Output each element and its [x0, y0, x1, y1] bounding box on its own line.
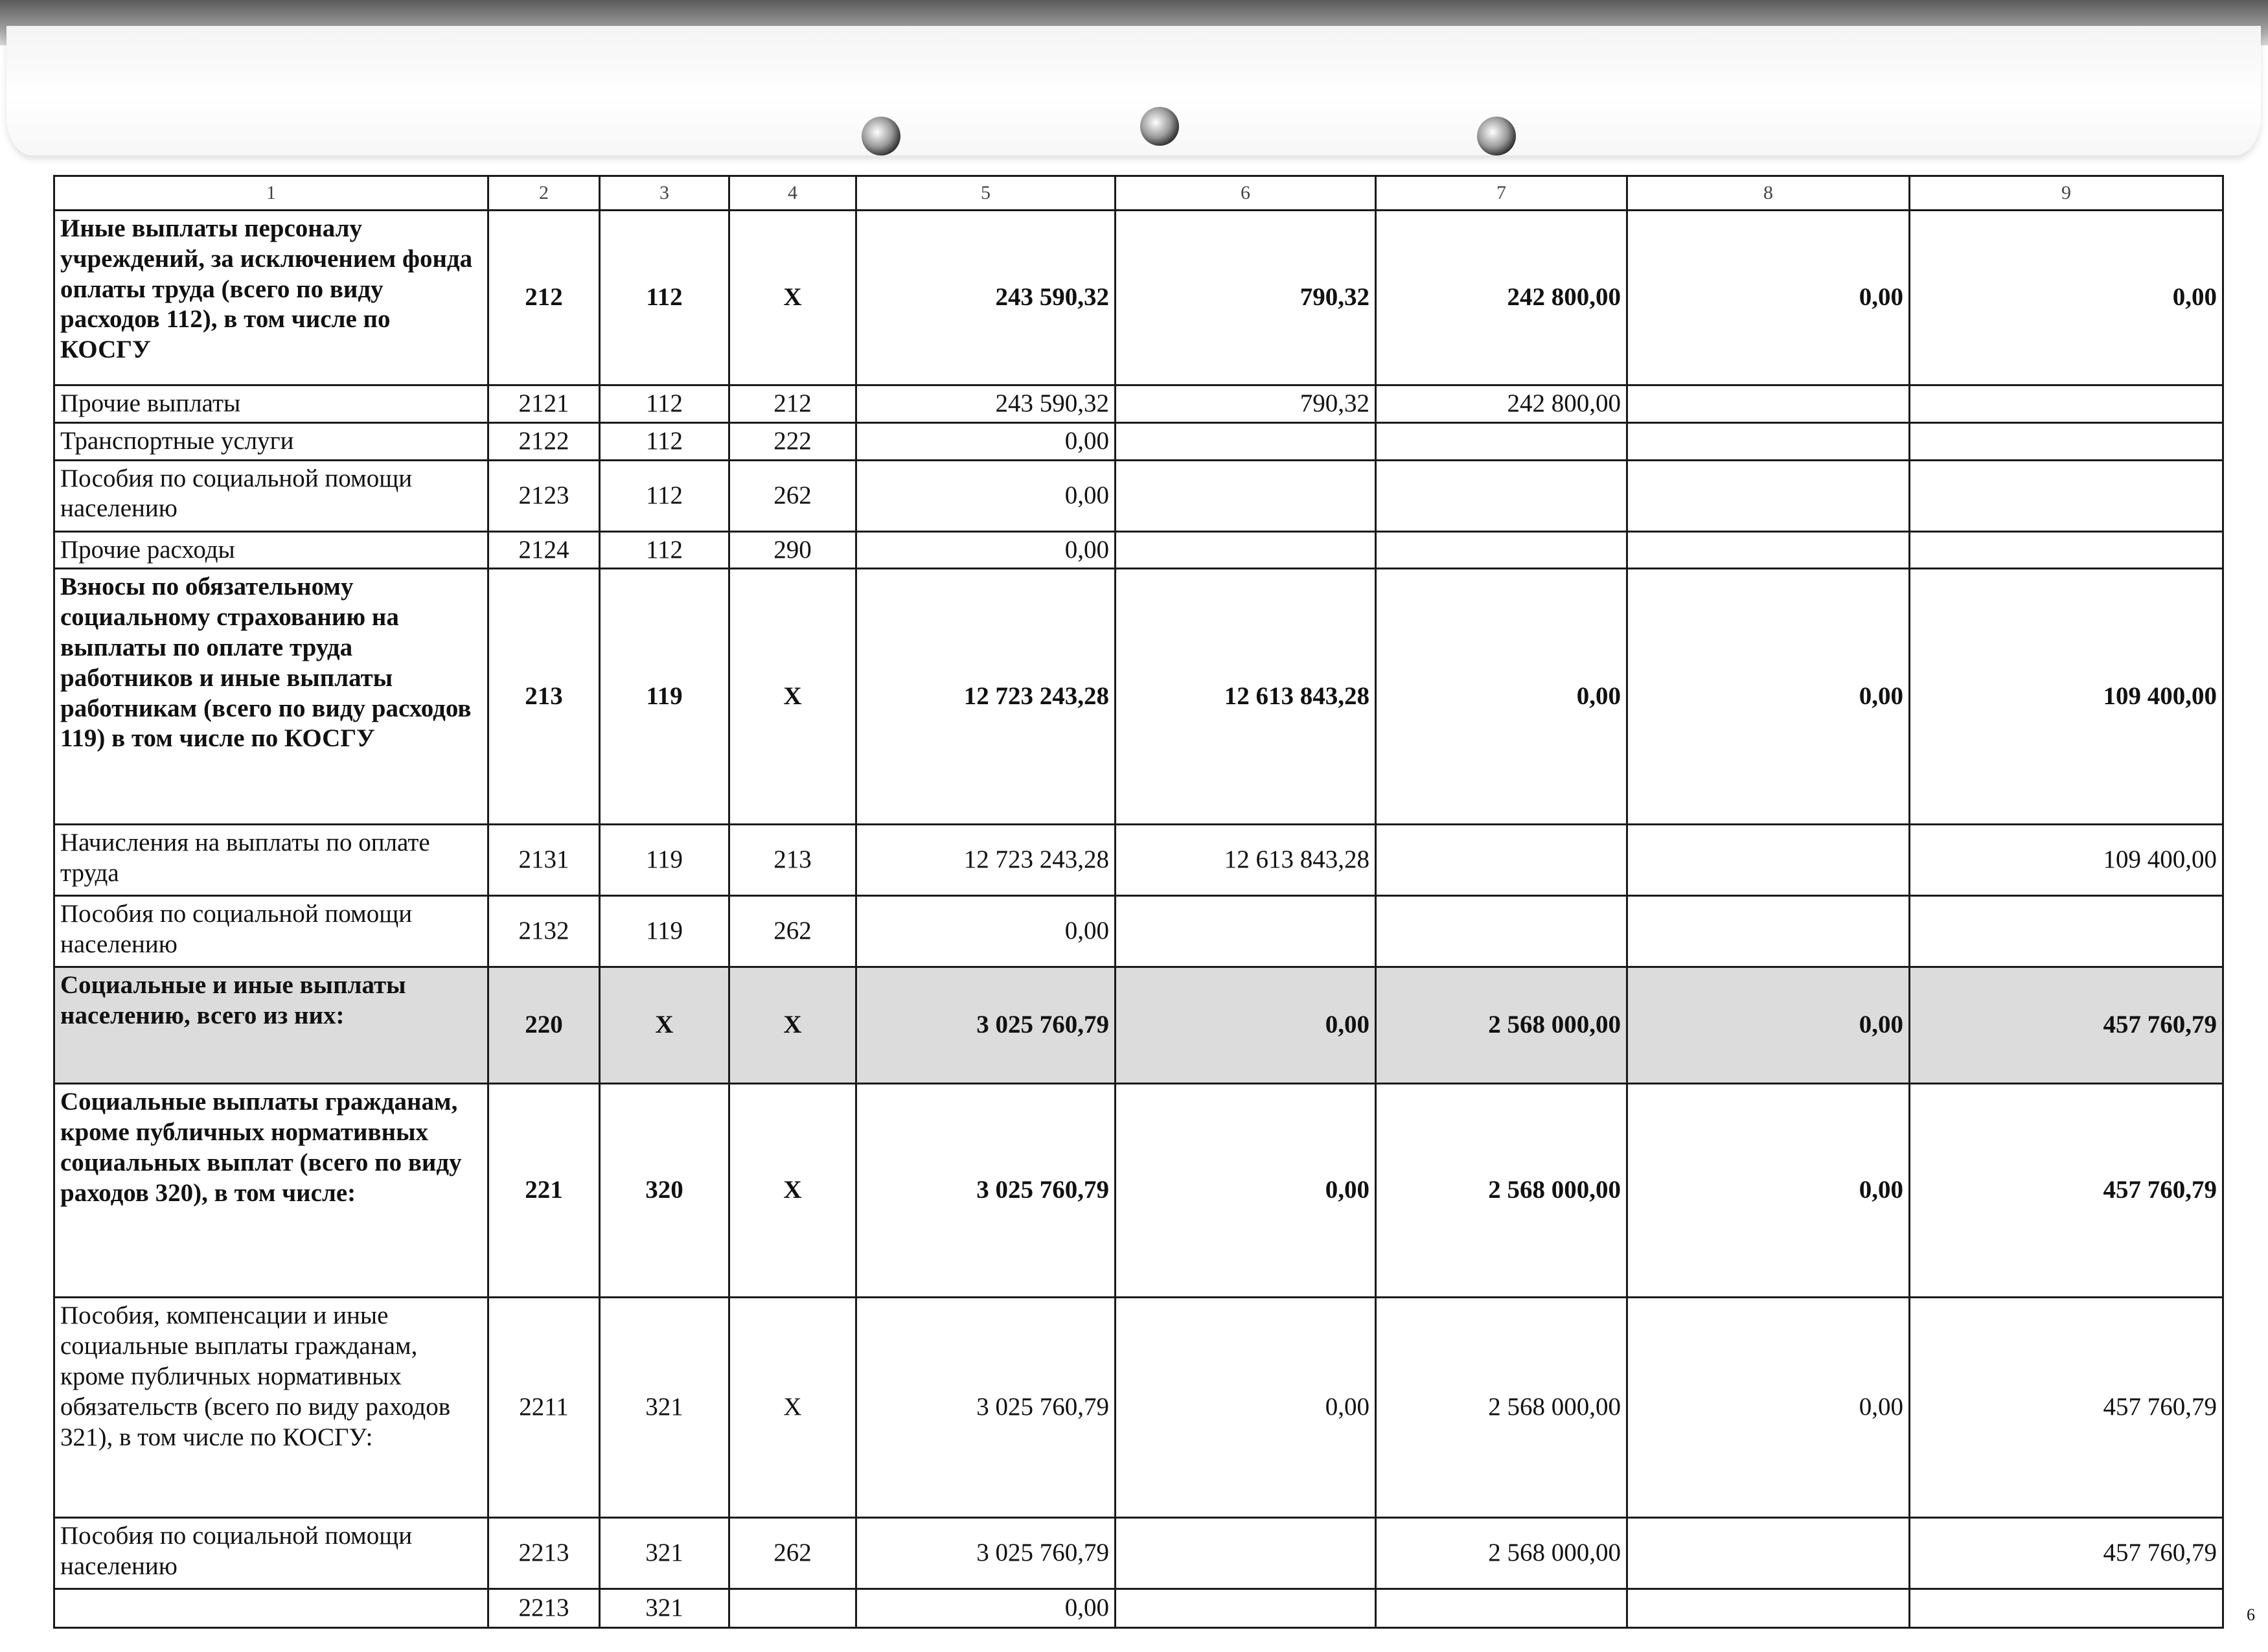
- row-name: Пособия, компенсации и иные социальные выплаты гражданам, кроме публичных нормативных обязательств (всего по виду раходов 321), в том числе по КОСГУ:: [54, 1298, 488, 1518]
- row-name: Социальные выплаты гражданам, кроме публичных нормативных социальных выплат (всего по виду раходов 320), в том числе:: [54, 1084, 488, 1298]
- total-amount: 0,00: [856, 422, 1116, 460]
- row-name: Социальные и иные выплаты населению, всего из них:: [54, 967, 488, 1084]
- amount-col-6: [1116, 531, 1376, 569]
- kosgu-code: X: [729, 569, 856, 825]
- amount-col-8: [1627, 460, 1910, 531]
- table-row: [54, 1518, 2223, 1589]
- amount-col-6: 0,00: [1116, 967, 1376, 1084]
- amount-col-9: 0,00: [1910, 211, 2223, 385]
- table-row: [54, 1084, 2223, 1298]
- kosgu-code: X: [729, 211, 856, 385]
- amount-col-8: 0,00: [1627, 1298, 1910, 1518]
- amount-col-9: 457 760,79: [1910, 967, 2223, 1084]
- amount-col-9: 109 400,00: [1910, 569, 2223, 825]
- row-name: Начисления на выплаты по оплате труда: [54, 825, 488, 896]
- amount-col-7: [1376, 1589, 1627, 1628]
- column-number: 3: [600, 176, 729, 211]
- column-number: 7: [1376, 176, 1627, 211]
- expense-type-code: 112: [600, 211, 729, 385]
- total-amount: 0,00: [856, 896, 1116, 967]
- row-name: Пособия по социальной помощи населению: [54, 1518, 488, 1589]
- amount-col-7: 242 800,00: [1376, 385, 1627, 423]
- amount-col-9: [1910, 422, 2223, 460]
- kosgu-code: 222: [729, 422, 856, 460]
- row-code: 212: [488, 211, 600, 385]
- amount-col-7: [1376, 460, 1627, 531]
- total-amount: 243 590,32: [856, 211, 1116, 385]
- expense-type-code: 119: [600, 825, 729, 896]
- kosgu-code: X: [729, 1084, 856, 1298]
- amount-col-6: 0,00: [1116, 1084, 1376, 1298]
- row-code: 2131: [488, 825, 600, 896]
- expense-type-code: X: [600, 967, 729, 1084]
- amount-col-6: 790,32: [1116, 385, 1376, 423]
- page-number: 6: [2247, 1605, 2255, 1624]
- row-name: Прочие расходы: [54, 531, 488, 569]
- column-number: 6: [1116, 176, 1376, 211]
- column-number: 9: [1910, 176, 2223, 211]
- column-number: 4: [729, 176, 856, 211]
- amount-col-7: 2 568 000,00: [1376, 1518, 1627, 1589]
- amount-col-7: 0,00: [1376, 569, 1627, 825]
- kosgu-code: X: [729, 1298, 856, 1518]
- row-code: 2211: [488, 1298, 600, 1518]
- total-amount: 3 025 760,79: [856, 1084, 1116, 1298]
- amount-col-9: 457 760,79: [1910, 1084, 2223, 1298]
- amount-col-7: 242 800,00: [1376, 211, 1627, 385]
- column-number-row: [54, 176, 2223, 211]
- kosgu-code: 212: [729, 385, 856, 423]
- amount-col-6: 12 613 843,28: [1116, 825, 1376, 896]
- paper-fold: [6, 26, 2261, 155]
- amount-col-8: [1627, 385, 1910, 423]
- row-name: Иные выплаты персоналу учреждений, за исключением фонда оплаты труда (всего по виду расходов 112), в том числе по КОСГУ: [54, 211, 488, 385]
- amount-col-7: 2 568 000,00: [1376, 967, 1627, 1084]
- total-amount: 0,00: [856, 460, 1116, 531]
- row-name: Взносы по обязательному социальному страхованию на выплаты по оплате труда работников и иные выплаты работникам (всего по виду расходов 119) в том числе по КОСГУ: [54, 569, 488, 825]
- amount-col-9: [1910, 1589, 2223, 1628]
- amount-col-6: 790,32: [1116, 211, 1376, 385]
- total-amount: 3 025 760,79: [856, 967, 1116, 1084]
- amount-col-6: [1116, 896, 1376, 967]
- binder-ring-left: [862, 117, 900, 155]
- row-code: 2123: [488, 460, 600, 531]
- row-code: 2124: [488, 531, 600, 569]
- expense-type-code: 112: [600, 385, 729, 423]
- total-amount: 3 025 760,79: [856, 1518, 1116, 1589]
- total-amount: 12 723 243,28: [856, 569, 1116, 825]
- kosgu-code: 262: [729, 460, 856, 531]
- table-row: [54, 825, 2223, 896]
- row-code: 213: [488, 569, 600, 825]
- expense-type-code: 112: [600, 531, 729, 569]
- table-row: [54, 460, 2223, 531]
- total-amount: 0,00: [856, 1589, 1116, 1628]
- total-amount: 12 723 243,28: [856, 825, 1116, 896]
- amount-col-9: [1910, 385, 2223, 423]
- total-amount: 0,00: [856, 531, 1116, 569]
- row-code: 2213: [488, 1589, 600, 1628]
- kosgu-code: 262: [729, 896, 856, 967]
- expense-type-code: 112: [600, 460, 729, 531]
- amount-col-8: 0,00: [1627, 569, 1910, 825]
- kosgu-code: [729, 1589, 856, 1628]
- row-name: [54, 1589, 488, 1628]
- binder-ring-middle: [1140, 107, 1179, 146]
- amount-col-9: [1910, 460, 2223, 531]
- amount-col-8: [1627, 531, 1910, 569]
- amount-col-6: [1116, 422, 1376, 460]
- row-code: 220: [488, 967, 600, 1084]
- amount-col-6: 0,00: [1116, 1298, 1376, 1518]
- expense-type-code: 112: [600, 422, 729, 460]
- amount-col-8: 0,00: [1627, 967, 1910, 1084]
- amount-col-9: [1910, 531, 2223, 569]
- expense-type-code: 320: [600, 1084, 729, 1298]
- column-number: 2: [488, 176, 600, 211]
- total-amount: 3 025 760,79: [856, 1298, 1116, 1518]
- amount-col-7: 2 568 000,00: [1376, 1298, 1627, 1518]
- expense-type-code: 119: [600, 569, 729, 825]
- row-name: Пособия по социальной помощи населению: [54, 896, 488, 967]
- amount-col-8: [1627, 1518, 1910, 1589]
- table-row: [54, 1589, 2223, 1628]
- kosgu-code: 213: [729, 825, 856, 896]
- amount-col-9: 457 760,79: [1910, 1298, 2223, 1518]
- binder-ring-right: [1477, 117, 1516, 155]
- row-code: 2121: [488, 385, 600, 423]
- amount-col-8: [1627, 422, 1910, 460]
- amount-col-9: [1910, 896, 2223, 967]
- amount-col-7: [1376, 422, 1627, 460]
- row-code: 2213: [488, 1518, 600, 1589]
- table-body: [54, 211, 2223, 1628]
- table-row: [54, 211, 2223, 385]
- kosgu-code: X: [729, 967, 856, 1084]
- row-code: 2122: [488, 422, 600, 460]
- amount-col-8: [1627, 825, 1910, 896]
- column-number: 8: [1627, 176, 1910, 211]
- table-row: [54, 385, 2223, 423]
- amount-col-8: [1627, 896, 1910, 967]
- kosgu-code: 262: [729, 1518, 856, 1589]
- column-number: 1: [54, 176, 488, 211]
- amount-col-6: [1116, 1518, 1376, 1589]
- table-row: [54, 1298, 2223, 1518]
- table-row: [54, 531, 2223, 569]
- row-name: Пособия по социальной помощи населению: [54, 460, 488, 531]
- expense-type-code: 119: [600, 896, 729, 967]
- amount-col-9: 109 400,00: [1910, 825, 2223, 896]
- amount-col-8: 0,00: [1627, 1084, 1910, 1298]
- expense-type-code: 321: [600, 1298, 729, 1518]
- amount-col-7: [1376, 531, 1627, 569]
- amount-col-8: [1627, 1589, 1910, 1628]
- amount-col-8: 0,00: [1627, 211, 1910, 385]
- row-code: 221: [488, 1084, 600, 1298]
- table-row: [54, 967, 2223, 1084]
- amount-col-9: 457 760,79: [1910, 1518, 2223, 1589]
- expense-type-code: 321: [600, 1518, 729, 1589]
- column-number: 5: [856, 176, 1116, 211]
- row-code: 2132: [488, 896, 600, 967]
- table-row: [54, 422, 2223, 460]
- amount-col-6: 12 613 843,28: [1116, 569, 1376, 825]
- amount-col-6: [1116, 460, 1376, 531]
- table-row: [54, 569, 2223, 825]
- amount-col-7: [1376, 825, 1627, 896]
- amount-col-6: [1116, 1589, 1376, 1628]
- row-name: Транспортные услуги: [54, 422, 488, 460]
- amount-col-7: [1376, 896, 1627, 967]
- budget-table: [53, 175, 2224, 1629]
- amount-col-7: 2 568 000,00: [1376, 1084, 1627, 1298]
- total-amount: 243 590,32: [856, 385, 1116, 423]
- expense-type-code: 321: [600, 1589, 729, 1628]
- table-row: [54, 896, 2223, 967]
- kosgu-code: 290: [729, 531, 856, 569]
- row-name: Прочие выплаты: [54, 385, 488, 423]
